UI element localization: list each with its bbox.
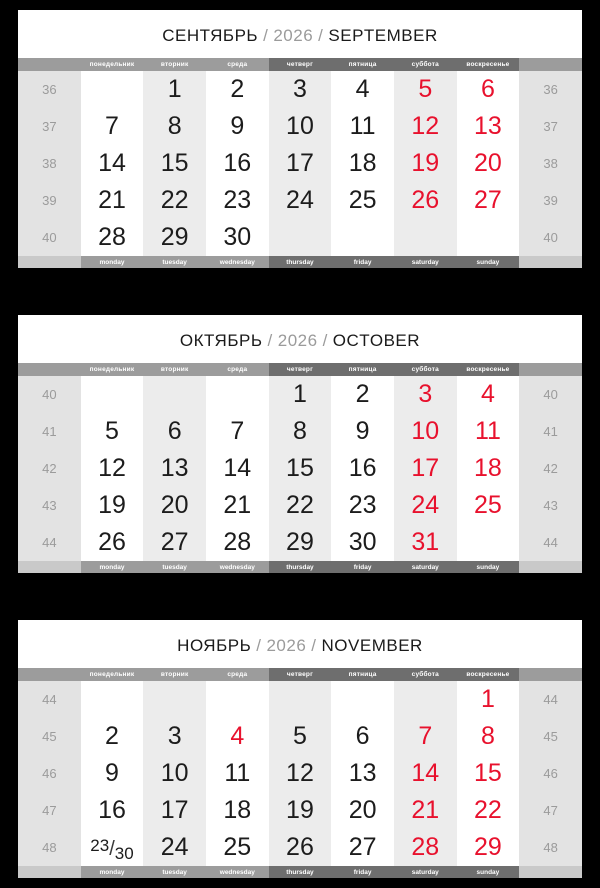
day-cell: 13	[457, 108, 520, 145]
week-number-right: 36	[519, 71, 582, 108]
day-cell: 30	[331, 524, 394, 561]
month-title	[18, 315, 582, 363]
day-cell: 10	[143, 755, 206, 792]
day-cell: 13	[143, 450, 206, 487]
day-cell: 4	[457, 376, 520, 413]
weekday-header-friday: пятница	[331, 58, 394, 71]
day-cell	[143, 681, 206, 718]
day-cell: 25	[457, 487, 520, 524]
weekday-footer-tuesday: tuesday	[143, 866, 206, 878]
title-separator: /	[256, 636, 262, 655]
weekday-header-tuesday: вторник	[143, 58, 206, 71]
day-cell	[394, 219, 457, 256]
weekday-header-friday: пятница	[331, 363, 394, 376]
weekday-header-monday: понедельник	[81, 363, 144, 376]
weekday-footer-row	[18, 256, 582, 268]
day-cell	[394, 681, 457, 718]
title-separator: /	[263, 26, 269, 45]
weekday-footer-friday: friday	[331, 561, 394, 573]
week-col-header	[18, 58, 81, 71]
day-cell: 30	[206, 219, 269, 256]
weekday-header-sunday: воскресенье	[457, 668, 520, 681]
day-cell: 2	[206, 71, 269, 108]
calendar-grid	[18, 668, 582, 878]
weekday-header-saturday: суббота	[394, 363, 457, 376]
month-block-november	[18, 620, 582, 878]
day-cell: 18	[206, 792, 269, 829]
day-cell: 7	[206, 413, 269, 450]
day-cell: 6	[143, 413, 206, 450]
day-cell: 19	[394, 145, 457, 182]
weekday-header-tuesday: вторник	[143, 363, 206, 376]
month-name-en: OCTOBER	[332, 331, 421, 350]
day-cell: 2	[331, 376, 394, 413]
week-number-right: 45	[519, 718, 582, 755]
weekday-footer-monday: monday	[81, 561, 144, 573]
weekday-footer-thursday: thursday	[269, 866, 332, 878]
day-cell: 5	[269, 718, 332, 755]
day-cell: 21	[206, 487, 269, 524]
weekday-footer-sunday: sunday	[457, 866, 520, 878]
weekday-footer-tuesday: tuesday	[143, 256, 206, 268]
week-number: 40	[18, 219, 81, 256]
day-cell: 18	[331, 145, 394, 182]
split-day-second: 30	[114, 844, 134, 863]
week-number: 48	[18, 829, 81, 866]
week-number: 45	[18, 718, 81, 755]
footer-spacer	[18, 866, 81, 878]
title-separator: /	[267, 331, 273, 350]
day-cell: 24	[394, 487, 457, 524]
day-cell: 28	[206, 524, 269, 561]
footer-spacer-right	[519, 256, 582, 268]
month-name-ru: СЕНТЯБРЬ	[162, 26, 259, 45]
day-cell: 14	[394, 755, 457, 792]
day-cell: 31	[394, 524, 457, 561]
weekday-header-thursday: четверг	[269, 58, 332, 71]
day-cell	[143, 376, 206, 413]
day-cell: 25	[206, 829, 269, 866]
week-col-header-right	[519, 363, 582, 376]
week-col-header-right	[519, 58, 582, 71]
week-row	[18, 681, 582, 718]
day-cell: 7	[394, 718, 457, 755]
day-cell: 16	[81, 792, 144, 829]
day-cell: 26	[394, 182, 457, 219]
weekday-footer-row	[18, 561, 582, 573]
month-block-october	[18, 315, 582, 573]
month-title	[18, 620, 582, 668]
weekday-header-row	[18, 58, 582, 71]
week-number: 36	[18, 71, 81, 108]
weekday-header-sunday: воскресенье	[457, 363, 520, 376]
split-day-first: 23	[90, 836, 110, 855]
day-cell	[331, 681, 394, 718]
month-year: 2026	[266, 636, 307, 655]
day-cell: 7	[81, 108, 144, 145]
day-cell: 8	[457, 718, 520, 755]
weekday-footer-sunday: sunday	[457, 561, 520, 573]
day-cell: 20	[457, 145, 520, 182]
weekday-footer-monday: monday	[81, 256, 144, 268]
week-row	[18, 450, 582, 487]
day-cell: 12	[394, 108, 457, 145]
day-cell: 28	[81, 219, 144, 256]
week-row	[18, 219, 582, 256]
month-name-ru: ОКТЯБРЬ	[179, 331, 263, 350]
weekday-header-wednesday: среда	[206, 668, 269, 681]
weekday-header-row	[18, 363, 582, 376]
weekday-header-monday: понедельник	[81, 58, 144, 71]
day-cell	[206, 681, 269, 718]
day-cell: 23	[206, 182, 269, 219]
weekday-footer-saturday: saturday	[394, 866, 457, 878]
week-number-right: 38	[519, 145, 582, 182]
day-cell: 27	[457, 182, 520, 219]
day-cell: 11	[331, 108, 394, 145]
day-cell: 23	[331, 487, 394, 524]
day-cell: 1	[143, 71, 206, 108]
week-number: 47	[18, 792, 81, 829]
week-row	[18, 792, 582, 829]
week-number-right: 39	[519, 182, 582, 219]
day-cell: 21	[81, 182, 144, 219]
split-day-slash: /	[109, 838, 115, 860]
day-cell: 8	[269, 413, 332, 450]
weekday-header-monday: понедельник	[81, 668, 144, 681]
day-cell	[81, 376, 144, 413]
week-number: 39	[18, 182, 81, 219]
weekday-header-tuesday: вторник	[143, 668, 206, 681]
footer-spacer	[18, 256, 81, 268]
day-cell: 16	[206, 145, 269, 182]
day-cell: 2	[81, 718, 144, 755]
day-cell: 17	[394, 450, 457, 487]
day-cell: 11	[206, 755, 269, 792]
title-separator: /	[318, 26, 324, 45]
title-separator: /	[311, 636, 317, 655]
day-cell: 3	[394, 376, 457, 413]
weekday-footer-saturday: saturday	[394, 256, 457, 268]
weekday-footer-row	[18, 866, 582, 878]
day-cell: 12	[269, 755, 332, 792]
day-cell: 20	[331, 792, 394, 829]
week-number: 44	[18, 524, 81, 561]
day-cell: 22	[269, 487, 332, 524]
day-cell: 24	[143, 829, 206, 866]
week-number-right: 46	[519, 755, 582, 792]
weekday-header-friday: пятница	[331, 668, 394, 681]
week-number-right: 44	[519, 681, 582, 718]
month-block-september	[18, 10, 582, 268]
day-cell: 27	[143, 524, 206, 561]
day-cell: 9	[206, 108, 269, 145]
week-row	[18, 71, 582, 108]
week-number: 46	[18, 755, 81, 792]
day-cell	[81, 71, 144, 108]
day-cell	[269, 219, 332, 256]
day-cell: 28	[394, 829, 457, 866]
month-year: 2026	[277, 331, 318, 350]
calendar-grid	[18, 58, 582, 268]
week-number-right: 41	[519, 413, 582, 450]
day-cell: 21	[394, 792, 457, 829]
day-cell: 15	[269, 450, 332, 487]
title-separator: /	[322, 331, 328, 350]
week-number: 43	[18, 487, 81, 524]
week-number-right: 40	[519, 376, 582, 413]
weekday-header-wednesday: среда	[206, 363, 269, 376]
day-cell: 29	[143, 219, 206, 256]
week-number-right: 40	[519, 219, 582, 256]
weekday-header-thursday: четверг	[269, 668, 332, 681]
day-cell: 11	[457, 413, 520, 450]
week-col-header	[18, 668, 81, 681]
month-title	[18, 10, 582, 58]
day-cell-split	[81, 829, 144, 866]
day-cell	[331, 219, 394, 256]
week-number-right: 44	[519, 524, 582, 561]
footer-spacer-right	[519, 866, 582, 878]
split-day	[90, 836, 134, 863]
week-row	[18, 145, 582, 182]
week-col-header-right	[519, 668, 582, 681]
day-cell: 29	[269, 524, 332, 561]
day-cell: 18	[457, 450, 520, 487]
weekday-header-row	[18, 668, 582, 681]
day-cell	[81, 681, 144, 718]
day-cell: 1	[269, 376, 332, 413]
calendar-grid	[18, 363, 582, 573]
weekday-footer-wednesday: wednesday	[206, 561, 269, 573]
week-row	[18, 829, 582, 866]
week-row	[18, 182, 582, 219]
weekday-footer-wednesday: wednesday	[206, 866, 269, 878]
weekday-header-saturday: суббота	[394, 668, 457, 681]
day-cell: 5	[394, 71, 457, 108]
weekday-footer-friday: friday	[331, 256, 394, 268]
month-name-en: NOVEMBER	[321, 636, 423, 655]
day-cell: 12	[81, 450, 144, 487]
day-cell	[206, 376, 269, 413]
day-cell: 20	[143, 487, 206, 524]
day-cell	[457, 219, 520, 256]
weekday-footer-thursday: thursday	[269, 561, 332, 573]
day-cell: 14	[81, 145, 144, 182]
weekday-footer-monday: monday	[81, 866, 144, 878]
day-cell	[457, 524, 520, 561]
weekday-footer-saturday: saturday	[394, 561, 457, 573]
day-cell: 9	[331, 413, 394, 450]
day-cell: 16	[331, 450, 394, 487]
day-cell: 6	[457, 71, 520, 108]
week-row	[18, 755, 582, 792]
week-number: 40	[18, 376, 81, 413]
day-cell: 19	[81, 487, 144, 524]
day-cell: 22	[143, 182, 206, 219]
day-cell: 6	[331, 718, 394, 755]
day-cell: 4	[331, 71, 394, 108]
day-cell: 17	[269, 145, 332, 182]
week-number: 42	[18, 450, 81, 487]
week-number: 38	[18, 145, 81, 182]
weekday-footer-friday: friday	[331, 866, 394, 878]
day-cell: 1	[457, 681, 520, 718]
day-cell: 10	[394, 413, 457, 450]
day-cell: 22	[457, 792, 520, 829]
day-cell: 26	[81, 524, 144, 561]
day-cell: 27	[331, 829, 394, 866]
week-row	[18, 413, 582, 450]
day-cell: 24	[269, 182, 332, 219]
week-number-right: 43	[519, 487, 582, 524]
day-cell: 17	[143, 792, 206, 829]
weekday-header-thursday: четверг	[269, 363, 332, 376]
day-cell: 26	[269, 829, 332, 866]
day-cell	[269, 681, 332, 718]
footer-spacer	[18, 561, 81, 573]
weekday-header-wednesday: среда	[206, 58, 269, 71]
day-cell: 5	[81, 413, 144, 450]
week-row	[18, 524, 582, 561]
weekday-footer-sunday: sunday	[457, 256, 520, 268]
day-cell: 15	[143, 145, 206, 182]
day-cell: 19	[269, 792, 332, 829]
footer-spacer-right	[519, 561, 582, 573]
day-cell: 13	[331, 755, 394, 792]
week-number-right: 48	[519, 829, 582, 866]
week-row	[18, 487, 582, 524]
weekday-footer-wednesday: wednesday	[206, 256, 269, 268]
week-row	[18, 108, 582, 145]
day-cell: 14	[206, 450, 269, 487]
week-number-right: 37	[519, 108, 582, 145]
week-number-right: 47	[519, 792, 582, 829]
month-name-ru: НОЯБРЬ	[177, 636, 252, 655]
week-number: 44	[18, 681, 81, 718]
day-cell: 25	[331, 182, 394, 219]
weekday-footer-thursday: thursday	[269, 256, 332, 268]
day-cell: 8	[143, 108, 206, 145]
week-number: 37	[18, 108, 81, 145]
month-year: 2026	[273, 26, 314, 45]
week-row	[18, 718, 582, 755]
day-cell: 4	[206, 718, 269, 755]
day-cell: 3	[143, 718, 206, 755]
week-number: 41	[18, 413, 81, 450]
weekday-header-sunday: воскресенье	[457, 58, 520, 71]
day-cell: 15	[457, 755, 520, 792]
month-name-en: SEPTEMBER	[328, 26, 438, 45]
week-number-right: 42	[519, 450, 582, 487]
day-cell: 10	[269, 108, 332, 145]
weekday-header-saturday: суббота	[394, 58, 457, 71]
day-cell: 3	[269, 71, 332, 108]
day-cell: 29	[457, 829, 520, 866]
week-col-header	[18, 363, 81, 376]
weekday-footer-tuesday: tuesday	[143, 561, 206, 573]
day-cell: 9	[81, 755, 144, 792]
week-row	[18, 376, 582, 413]
